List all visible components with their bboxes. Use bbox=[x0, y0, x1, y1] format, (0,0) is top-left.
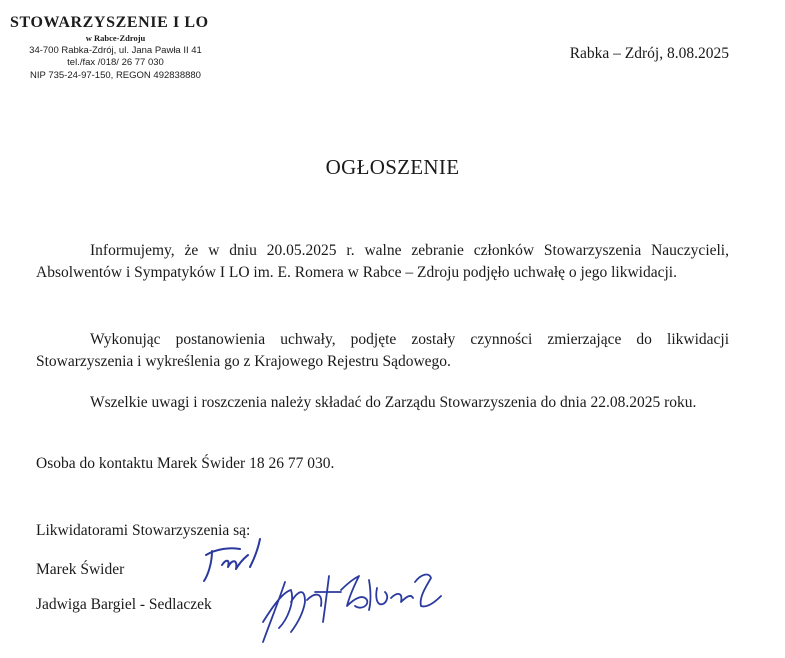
announcement-paragraph-2: Wykonując postanowienia uchwały, podjęte zostały czynności zmierzające do likwidacji Stowarzyszenia i wykreślenia go z Krajowego Rejestru Sądowego. bbox=[36, 331, 729, 370]
date-line: Rabka – Zdrój, 8.08.2025 bbox=[569, 45, 729, 62]
organization-stamp bbox=[8, 14, 223, 82]
page-title: OGŁOSZENIE bbox=[325, 155, 460, 179]
signature-jadwiga-bargiel-sedlaczek bbox=[255, 562, 450, 650]
stamp-ids: NIP 735-24-97-150, REGON 492838880 bbox=[30, 69, 201, 81]
stamp-location: w Rabce-Zdroju bbox=[85, 33, 146, 43]
announcement-paragraph-1: Informujemy, że w dniu 20.05.2025 r. walne zebranie członków Stowarzyszenia Nauczycieli, Absolwentów i Sympatyków I LO im. E. Romera w Rabce – Zdroju podjęło uchwałę o jego likwidacji. bbox=[36, 242, 729, 281]
liquidators-heading: Likwidatorami Stowarzyszenia są: bbox=[36, 522, 251, 539]
signature-marek-swider bbox=[196, 533, 276, 588]
stamp-org-name: STOWARZYSZENIE I LO bbox=[10, 14, 209, 31]
stamp-phone: tel./fax /018/ 26 77 030 bbox=[67, 57, 164, 68]
liquidator-name-1: Marek Świder bbox=[36, 561, 125, 578]
stamp-address: 34-700 Rabka-Zdrój, ul. Jana Pawła II 41 bbox=[29, 44, 202, 56]
contact-line: Osoba do kontaktu Marek Świder 18 26 77 030. bbox=[36, 455, 335, 472]
announcement-paragraph-3: Wszelkie uwagi i roszczenia należy składać do Zarządu Stowarzyszenia do dnia 22.08.2025 roku. bbox=[90, 394, 697, 411]
liquidator-name-2: Jadwiga Bargiel - Sedlaczek bbox=[36, 596, 212, 613]
